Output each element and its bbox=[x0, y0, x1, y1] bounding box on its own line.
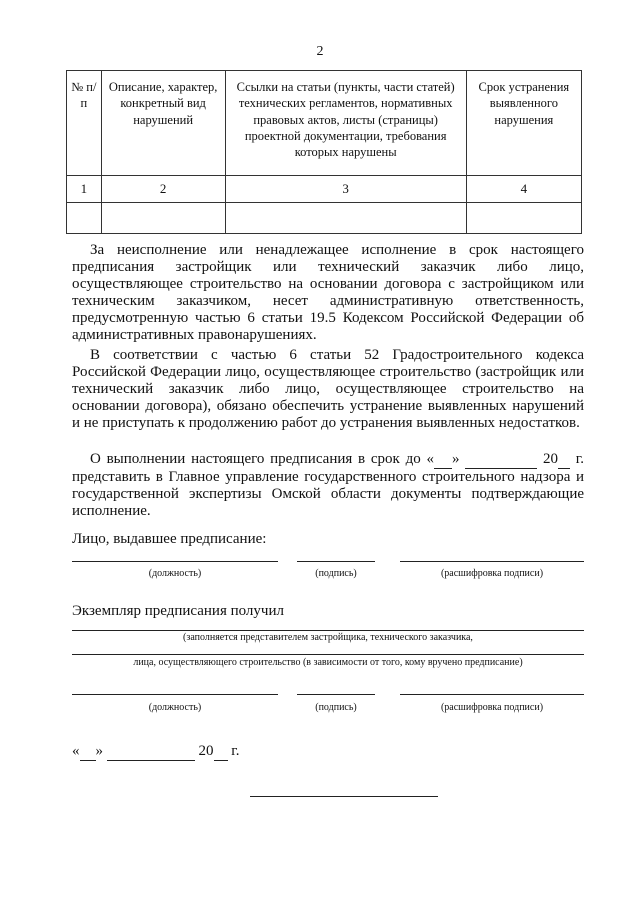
table-cell bbox=[466, 203, 581, 234]
deadline-paragraph bbox=[72, 451, 584, 520]
date-close-quote: » bbox=[95, 743, 103, 759]
page-number: 2 bbox=[316, 44, 324, 59]
recipient-line-2 bbox=[72, 654, 584, 655]
liability-paragraph: За неисполнение или ненадлежащее исполнение в срок настоящего предписания застройщик или технический заказчик либо лицо, осуществляющее строительство на основании договора с застройщиком или техническим заказчиком, несет административную ответственность, предусмотренную частью 6 статьи 19.5 Кодексом Российской Федерации об административных правонарушениях. bbox=[72, 242, 584, 343]
recipient-position-line bbox=[72, 694, 278, 695]
column-number-cell: 1 bbox=[67, 176, 102, 203]
deadline-rest: представить в Главное управление государственного строительного надзора и государственной экспертизы Омской области документы подтверждающие исполнение. bbox=[72, 469, 584, 519]
recipient-position-caption: (должность) bbox=[148, 702, 202, 713]
recipient-note-1: (заполняется представителем застройщика, технического заказчика, bbox=[183, 632, 473, 643]
issuer-label: Лицо, выдавшее предписание: bbox=[72, 531, 267, 547]
date-open-quote: « bbox=[72, 743, 80, 759]
table-header-row bbox=[67, 71, 582, 176]
issuer-name-line bbox=[400, 561, 584, 562]
date-year-blank bbox=[214, 743, 228, 761]
table-cell bbox=[101, 203, 225, 234]
recipient-note-2: лица, осуществляющего строительство (в зависимости от того, кому вручено предписание) bbox=[133, 657, 523, 668]
bottom-line bbox=[250, 796, 438, 797]
issuer-position-line bbox=[72, 561, 278, 562]
year-blank bbox=[558, 451, 570, 469]
header-description: Описание, характер, конкретный вид нарушений bbox=[101, 71, 225, 176]
obligation-paragraph: В соответствии с частью 6 статьи 52 Градостроительного кодекса Российской Федерации лицо, осуществляющее строительство (застройщик или технический заказчик либо лицо, осуществляющее строительство на основании договора), обязано обеспечить устранение выявленных нарушений и не приступать к продолжению работ до устранения выявленных недостатков. bbox=[72, 347, 584, 431]
column-number-cell: 4 bbox=[466, 176, 581, 203]
header-deadline: Срок устранения выявленного нарушения bbox=[466, 71, 581, 176]
column-number-cell: 3 bbox=[225, 176, 466, 203]
date-day-blank bbox=[80, 743, 96, 761]
receipt-date-line bbox=[72, 743, 239, 761]
recipient-label: Экземпляр предписания получил bbox=[72, 603, 284, 619]
issuer-signature-caption: (подпись) bbox=[315, 568, 357, 579]
day-blank bbox=[434, 451, 452, 469]
date-month-blank bbox=[107, 743, 195, 761]
deadline-year-suffix: г. bbox=[575, 451, 585, 467]
table-cell bbox=[67, 203, 102, 234]
date-year-suffix: г. bbox=[231, 743, 240, 759]
recipient-signature-line bbox=[297, 694, 375, 695]
table-row bbox=[67, 176, 582, 203]
header-number: № п/п bbox=[67, 71, 102, 176]
header-references: Ссылки на статьи (пункты, части статей) технических регламентов, нормативных правовых актов, листы (страницы) проектной документации, требования которых нарушены bbox=[225, 71, 466, 176]
issuer-position-caption: (должность) bbox=[148, 568, 202, 579]
table-row bbox=[67, 203, 582, 234]
recipient-line-1 bbox=[72, 630, 584, 631]
recipient-name-caption: (расшифровка подписи) bbox=[440, 702, 544, 713]
date-year-prefix: 20 bbox=[198, 743, 214, 759]
column-number-cell: 2 bbox=[101, 176, 225, 203]
deadline-year-prefix: 20 bbox=[543, 451, 559, 467]
recipient-name-line bbox=[400, 694, 584, 695]
recipient-signature-caption: (подпись) bbox=[315, 702, 357, 713]
issuer-name-caption: (расшифровка подписи) bbox=[440, 568, 544, 579]
month-blank bbox=[465, 451, 537, 469]
violations-table bbox=[66, 70, 582, 234]
issuer-signature-line bbox=[297, 561, 375, 562]
table-cell bbox=[225, 203, 466, 234]
deadline-quote-close: » bbox=[452, 451, 460, 467]
deadline-prefix: О выполнении настоящего предписания в срок до « bbox=[90, 451, 434, 467]
